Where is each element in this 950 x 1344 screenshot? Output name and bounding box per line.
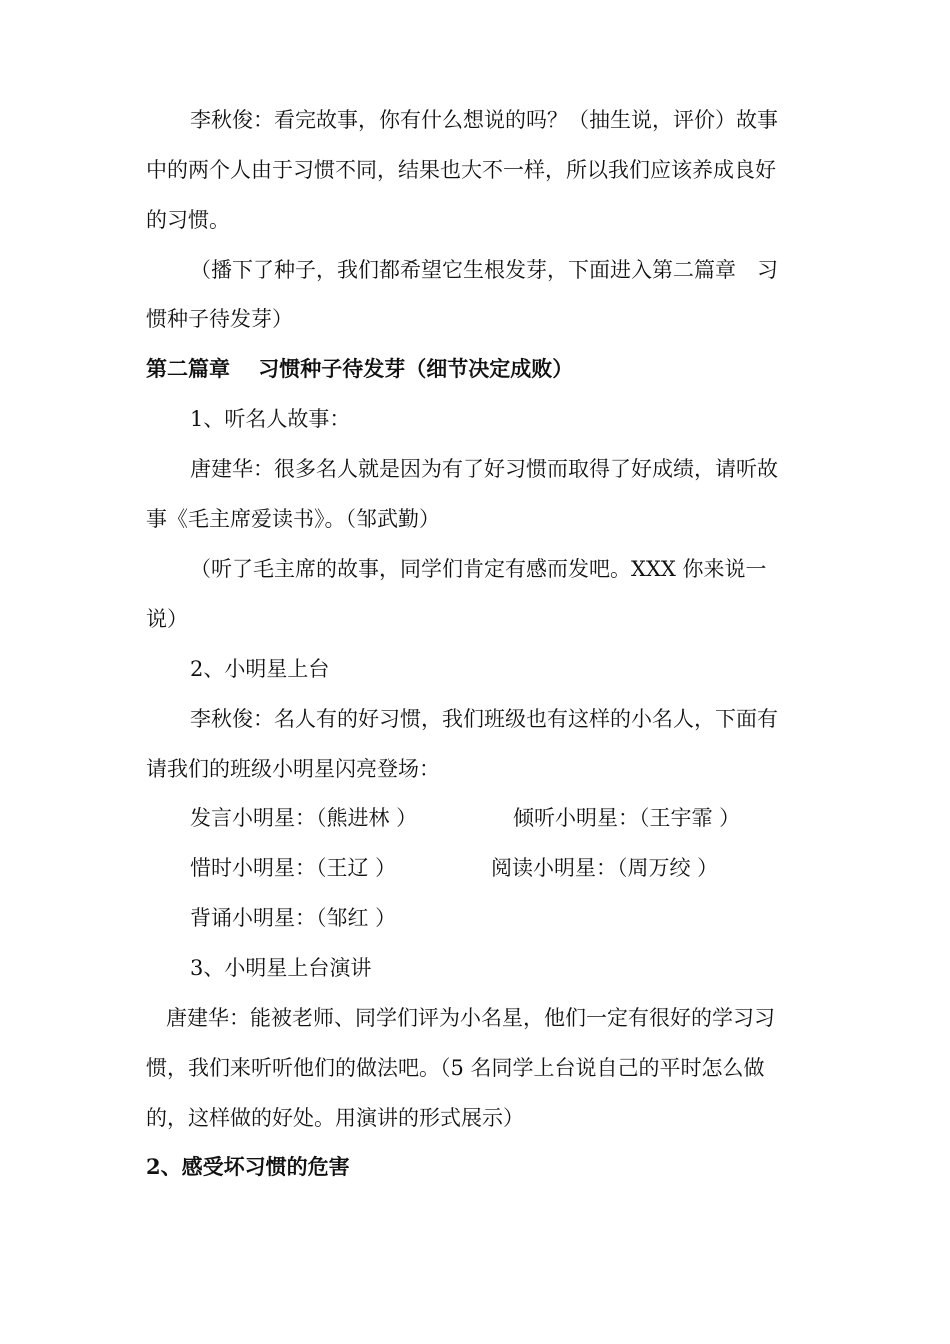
paragraph-line: 事《毛主席爱读书》。（邹武勤） bbox=[146, 507, 440, 531]
star-entry: 背诵小明星：（邹红 ） bbox=[190, 906, 397, 930]
star-entry: 倾听小明星：（王宇霏 ） bbox=[513, 806, 741, 830]
star-entry: 阅读小明星：（周万绞 ） bbox=[491, 856, 719, 880]
paragraph-line: 中的两个人由于习惯不同，结果也大不一样，所以我们应该养成良好 bbox=[146, 158, 776, 182]
paragraph-line: 的，这样做的好处。用演讲的形式展示） bbox=[146, 1106, 524, 1130]
star-entry: 发言小明星：（熊进林 ） bbox=[190, 806, 418, 830]
paragraph-line: 唐建华：很多名人就是因为有了好习惯而取得了好成绩，请听故 bbox=[190, 457, 778, 481]
section-heading: 第二篇章 习惯种子待发芽（细节决定成败） bbox=[146, 356, 574, 381]
section-heading: 2、感受坏习惯的危害 bbox=[146, 1154, 350, 1179]
paragraph-line: 李秋俊：名人有的好习惯，我们班级也有这样的小名人，下面有 bbox=[190, 707, 778, 731]
paragraph-line: （听了毛主席的故事，同学们肯定有感而发吧。XXX 你来说一 bbox=[190, 557, 767, 581]
paragraph-line: 说） bbox=[146, 607, 188, 631]
paragraph-line: 惯，我们来听听他们的做法吧。（5 名同学上台说自己的平时怎么做 bbox=[146, 1056, 765, 1080]
paragraph-line: 的习惯。 bbox=[146, 208, 230, 232]
list-item: 3、小明星上台演讲 bbox=[190, 956, 372, 980]
paragraph-line: （播下了种子，我们都希望它生根发芽，下面进入第二篇章 习 bbox=[190, 258, 778, 282]
list-item: 1、听名人故事： bbox=[190, 407, 351, 431]
paragraph-line: 唐建华：能被老师、同学们评为小名星，他们一定有很好的学习习 bbox=[166, 1006, 775, 1030]
paragraph-line: 惯种子待发芽） bbox=[146, 307, 293, 331]
list-item: 2、小明星上台 bbox=[190, 657, 330, 681]
star-entry: 惜时小明星：（王辽 ） bbox=[190, 856, 397, 880]
paragraph-line: 李秋俊：看完故事，你有什么想说的吗？（抽生说，评价）故事 bbox=[190, 108, 778, 132]
paragraph-line: 请我们的班级小明星闪亮登场： bbox=[146, 757, 440, 781]
